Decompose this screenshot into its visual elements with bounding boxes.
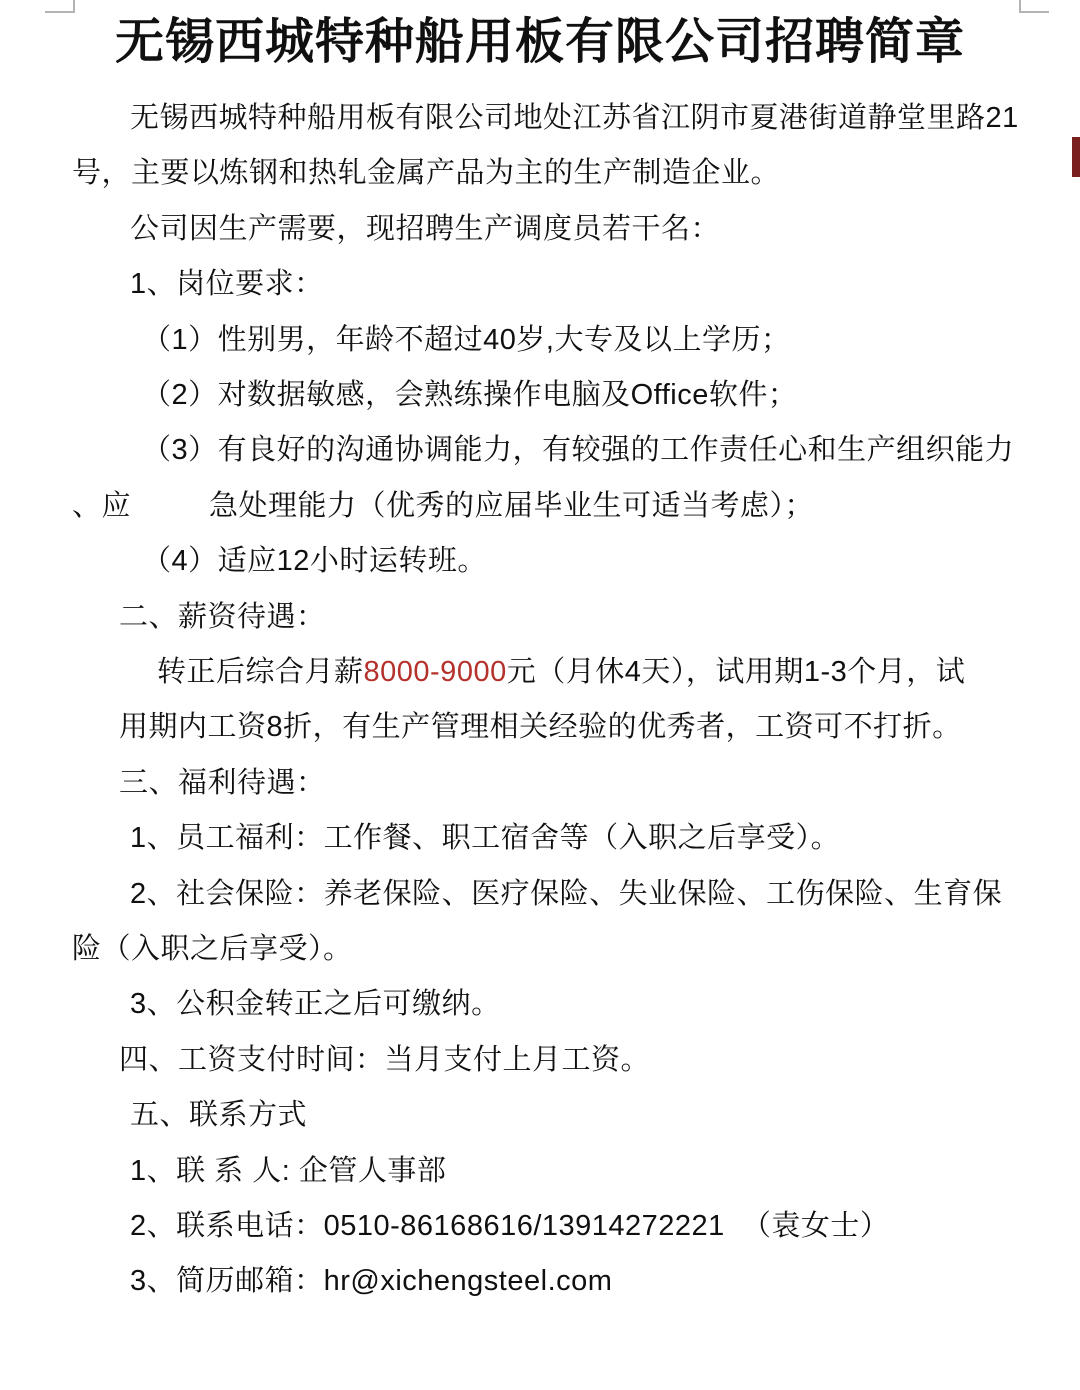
- text-segment: 急处理能力（优秀的应届毕业生可适当考虑）；: [209, 489, 815, 522]
- text-segment: 1、联 系 人: 企管人事部: [130, 1154, 447, 1187]
- text-segment: 、应: [72, 489, 132, 522]
- text-segment: 三、福利待遇：: [119, 766, 326, 799]
- paragraph-line: [130, 867, 1080, 922]
- paragraph-line: [130, 202, 1080, 257]
- page-margin-corner-mark-left: [45, 0, 75, 13]
- text-segment: 2、社会保险：养老保险、医疗保险、失业保险、工伤保险、生育保: [130, 877, 1003, 910]
- text-segment: （1）性别男，年龄不超过40岁,大专及以上学历；: [142, 323, 791, 356]
- text-segment: 2、联系电话：0510-86168616/13914272221 （袁女士）: [130, 1210, 890, 1242]
- paragraph-line: [142, 534, 1080, 589]
- text-segment: 转正后综合月薪: [157, 655, 364, 688]
- text-segment: （2）对数据敏感，会熟练操作电脑及Office软件；: [142, 378, 798, 411]
- text-segment: 元（月休4天），试用期1-3个月，试: [506, 655, 966, 688]
- text-segment: 3、简历邮箱：hr@xichengsteel.com: [130, 1265, 613, 1298]
- paragraph-line: [130, 1199, 1080, 1254]
- paragraph-line: [119, 1033, 1080, 1088]
- paragraph-line: [142, 313, 1080, 368]
- text-segment: 四、工资支付时间：当月支付上月工资。: [119, 1043, 651, 1076]
- text-segment: （4）适应12小时运转班。: [142, 545, 487, 578]
- text-segment: 用期内工资8折，有生产管理相关经验的优秀者，工资可不打折。: [119, 711, 962, 744]
- text-segment: 公司因生产需要，现招聘生产调度员若干名：: [130, 212, 721, 245]
- salary-highlight: 8000-9000: [363, 655, 507, 688]
- text-segment: 无锡西城特种船用板有限公司地处江苏省江阴市夏港街道静堂里路21: [130, 101, 1019, 134]
- paragraph-line: [142, 368, 1080, 423]
- paragraph-line: [142, 423, 1080, 478]
- paragraph-line: [130, 1254, 1080, 1309]
- paragraph-line: [130, 257, 1080, 312]
- paragraph-line: [130, 1144, 1080, 1199]
- paragraph-line: [130, 91, 1080, 146]
- document-body: [0, 91, 1080, 1310]
- paragraph-line: [130, 1088, 1080, 1143]
- paragraph-line: [72, 922, 1080, 977]
- text-segment: 1、岗位要求：: [130, 268, 324, 301]
- text-segment: 3、公积金转正之后可缴纳。: [130, 988, 501, 1021]
- text-segment: （3）有良好的沟通协调能力，有较强的工作责任心和生产组织能力: [142, 434, 1015, 467]
- paragraph-line: [130, 811, 1080, 866]
- text-segment: 二、薪资待遇：: [119, 600, 326, 633]
- paragraph-line: [119, 700, 1080, 755]
- paragraph-line: [119, 590, 1080, 645]
- text-segment: 五、联系方式: [130, 1099, 308, 1132]
- text-segment: 1、员工福利：工作餐、职工宿舍等（入职之后享受）。: [130, 822, 841, 855]
- scrollbar-thumb[interactable]: [1072, 137, 1080, 177]
- paragraph-line: [119, 756, 1080, 811]
- text-segment: 号，主要以炼钢和热轧金属产品为主的生产制造企业。: [72, 157, 781, 190]
- paragraph-line: [130, 977, 1080, 1032]
- paragraph-line: [157, 645, 1080, 700]
- page-title: 无锡西城特种船用板有限公司招聘简章: [114, 15, 965, 69]
- paragraph-line: [72, 479, 1080, 534]
- page-margin-corner-mark-right: [1019, 0, 1049, 13]
- text-segment: 险（入职之后享受）。: [72, 932, 353, 965]
- paragraph-line: [72, 146, 1080, 201]
